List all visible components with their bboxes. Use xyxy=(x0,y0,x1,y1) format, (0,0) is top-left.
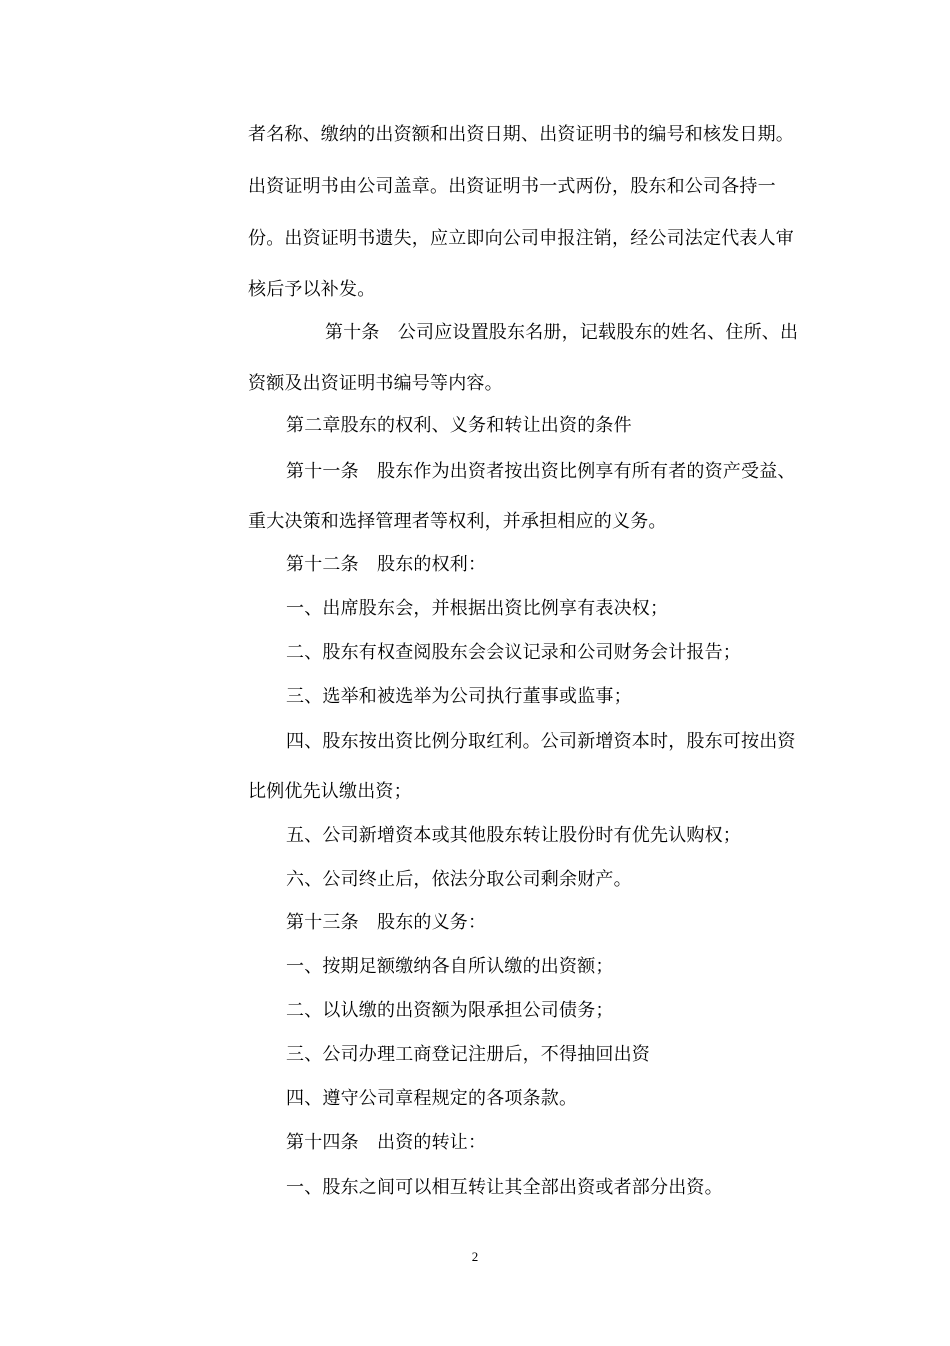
article-14-heading: 第十四条 出资的转让： xyxy=(286,1132,487,1153)
paragraph-line: 资额及出资证明书编号等内容。 xyxy=(248,373,503,394)
list-item: 二、以认缴的出资额为限承担公司债务； xyxy=(286,1000,614,1021)
article-10-line: 第十条 公司应设置股东名册，记载股东的姓名、住所、出 xyxy=(325,322,799,343)
list-item: 四、股东按出资比例分取红利。公司新增资本时，股东可按出资 xyxy=(286,731,796,752)
list-item: 三、选举和被选举为公司执行董事或监事； xyxy=(286,686,632,707)
chapter-heading: 第二章股东的权利、义务和转让出资的条件 xyxy=(286,415,632,436)
list-item: 四、遵守公司章程规定的各项条款。 xyxy=(286,1088,578,1109)
list-item: 三、公司办理工商登记注册后，不得抽回出资 xyxy=(286,1044,650,1065)
list-item: 一、出席股东会，并根据出资比例享有表决权； xyxy=(286,598,669,619)
list-item: 五、公司新增资本或其他股东转让股份时有优先认购权； xyxy=(286,825,741,846)
list-item: 六、公司终止后，依法分取公司剩余财产。 xyxy=(286,869,632,890)
paragraph-line: 核后予以补发。 xyxy=(248,279,376,300)
article-12-heading: 第十二条 股东的权利： xyxy=(286,554,487,575)
article-11-line: 第十一条 股东作为出资者按出资比例享有所有者的资产受益、 xyxy=(286,461,796,482)
list-item: 二、股东有权查阅股东会会议记录和公司财务会计报告； xyxy=(286,642,741,663)
article-13-heading: 第十三条 股东的义务： xyxy=(286,912,487,933)
paragraph-line: 份。出资证明书遗失，应立即向公司申报注销，经公司法定代表人审 xyxy=(248,228,794,249)
page-number: 2 xyxy=(471,1249,479,1264)
list-item: 一、按期足额缴纳各自所认缴的出资额； xyxy=(286,956,614,977)
paragraph-line: 者名称、缴纳的出资额和出资日期、出资证明书的编号和核发日期。 xyxy=(248,124,794,145)
list-item-continuation: 比例优先认缴出资； xyxy=(248,781,412,802)
list-item: 一、股东之间可以相互转让其全部出资或者部分出资。 xyxy=(286,1177,723,1198)
paragraph-line: 重大决策和选择管理者等权利，并承担相应的义务。 xyxy=(248,511,667,532)
paragraph-line: 出资证明书由公司盖章。出资证明书一式两份，股东和公司各持一 xyxy=(248,176,776,197)
